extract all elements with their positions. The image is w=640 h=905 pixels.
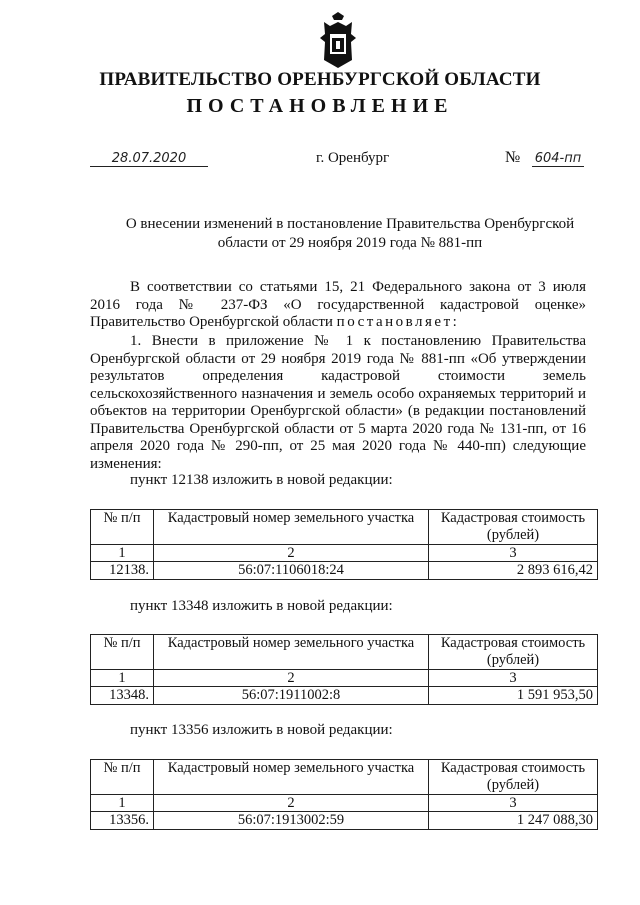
orenburg-coat-of-arms-icon [318,12,358,68]
table-row [91,562,598,580]
col-index-3: 3 [429,795,598,812]
document-city: г. Оренбург [316,150,390,166]
col-index-3: 3 [429,670,598,687]
col-index-1: 1 [91,795,154,812]
col-header-num: № п/п [91,760,154,795]
cadastral-table [90,759,598,830]
col-index-2: 2 [154,670,429,687]
cadastral-cost: 1 247 088,30 [429,812,598,830]
cadastral-number: 56:07:1911002:8 [154,687,429,705]
col-header-cost: Кадастровая стоимость (рублей) [429,760,598,795]
col-header-num: № п/п [91,510,154,545]
col-header-cadastral: Кадастровый номер земельного участка [154,510,429,545]
col-index-1: 1 [91,670,154,687]
col-header-cost: Кадастровая стоимость (рублей) [429,635,598,670]
preamble-text: В соответствии со статьями 15, 21 Федерального закона от 3 июля 2016 года № 237-ФЗ «О государственной кадастровой оценке» Правительство Оренбургской области [90,279,586,330]
row-number: 12138. [91,562,154,580]
government-title: ПРАВИТЕЛЬСТВО ОРЕНБУРГСКОЙ ОБЛАСТИ [99,69,541,90]
document-type: ПОСТАНОВЛЕНИЕ [186,95,454,117]
cadastral-number: 56:07:1106018:24 [154,562,429,580]
paragraph-item-1: 1. Внести в приложение № 1 к постановлению Правительства Оренбургской области от 29 ноября 2019 года № 881-пп «Об утверждении результатов определения кадастровой стоимости земель сельскохозяйственного назначения и земель особо охраняемых территорий и объектов на территории Оренбургской области» (в редакции постановлений Правительства Оренбургской области от 5 марта 2020 года № 131-пп, от 16 апреля 2020 года № 290-пп, от 25 мая 2020 года № 440-пп) следующие изменения: [90,333,586,472]
cadastral-table [90,634,598,705]
cadastral-cost: 2 893 616,42 [429,562,598,580]
document-number: 604-пп [532,151,584,167]
col-index-3: 3 [429,545,598,562]
col-header-cadastral: Кадастровый номер земельного участка [154,635,429,670]
punkt-heading: пункт 13356 изложить в новой редакции: [130,722,393,738]
paragraph-preamble [90,279,586,332]
col-index-2: 2 [154,795,429,812]
document-heading: О внесении изменений в постановление Правительства Оренбургской области от 29 ноября 2019 года № 881-пп [125,216,575,251]
col-header-cost: Кадастровая стоимость (рублей) [429,510,598,545]
col-index-1: 1 [91,545,154,562]
col-index-2: 2 [154,545,429,562]
number-label: № [505,149,521,166]
document-date: 28.07.2020 [90,151,208,167]
col-header-num: № п/п [91,635,154,670]
table-row [91,812,598,830]
col-header-cadastral: Кадастровый номер земельного участка [154,760,429,795]
cadastral-table [90,509,598,580]
punkt-heading: пункт 13348 изложить в новой редакции: [130,598,393,614]
table-row [91,687,598,705]
cadastral-cost: 1 591 953,50 [429,687,598,705]
cadastral-number: 56:07:1913002:59 [154,812,429,830]
row-number: 13356. [91,812,154,830]
punkt-heading: пункт 12138 изложить в новой редакции: [130,472,393,488]
preamble-decree-word: постановляет: [336,314,460,330]
row-number: 13348. [91,687,154,705]
